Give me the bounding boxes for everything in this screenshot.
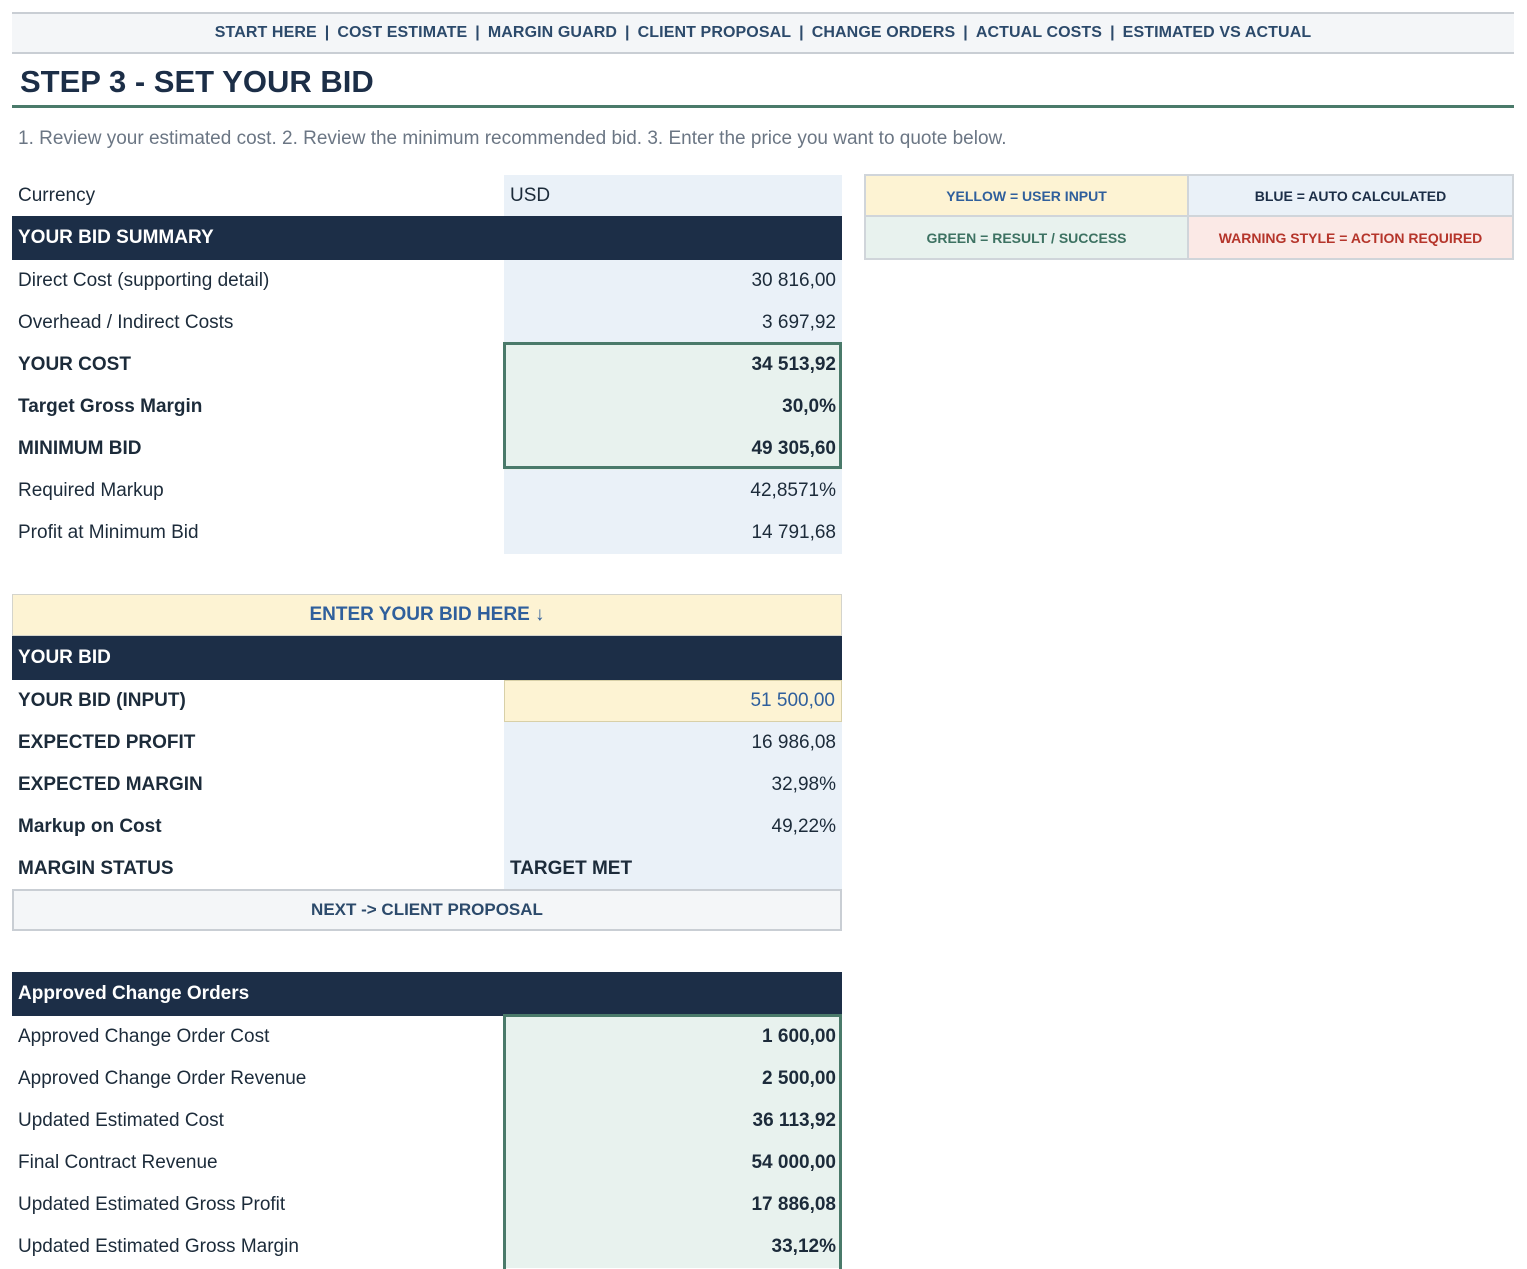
direct-cost-value[interactable]: 30 816,00: [504, 260, 842, 302]
margin-status-row: [12, 848, 842, 890]
nav-margin-guard[interactable]: MARGIN GUARD: [487, 24, 618, 41]
nav-estimated-vs-actual[interactable]: ESTIMATED VS ACTUAL: [1122, 24, 1312, 41]
co-cost-value[interactable]: 1 600,00: [504, 1016, 842, 1058]
final-revenue-label: Final Contract Revenue: [18, 1152, 218, 1173]
expected-profit-label: EXPECTED PROFIT: [18, 732, 196, 753]
updated-profit-value[interactable]: 17 886,08: [504, 1184, 842, 1226]
sheet-nav-bar: [12, 12, 1514, 54]
direct-cost-label: Direct Cost (supporting detail): [18, 270, 270, 291]
expected-margin-value[interactable]: 32,98%: [504, 764, 842, 806]
direct-cost-row: [12, 260, 842, 302]
legend-blue: BLUE = AUTO CALCULATED: [1189, 176, 1512, 217]
expected-margin-label: EXPECTED MARGIN: [18, 774, 203, 795]
bid-input-row: [12, 680, 842, 722]
nav-actual-costs[interactable]: ACTUAL COSTS: [975, 24, 1103, 41]
minimum-bid-row: [12, 428, 842, 470]
required-markup-label: Required Markup: [18, 480, 164, 501]
your-bid-header: YOUR BID: [12, 636, 842, 680]
bid-input-field[interactable]: 51 500,00: [504, 680, 842, 722]
nav-separator: |: [963, 24, 968, 41]
markup-on-cost-value[interactable]: 49,22%: [504, 806, 842, 848]
markup-on-cost-row: [12, 806, 842, 848]
co-cost-label: Approved Change Order Cost: [18, 1026, 270, 1047]
profit-min-bid-value[interactable]: 14 791,68: [504, 512, 842, 554]
margin-status-value[interactable]: TARGET MET: [504, 848, 842, 890]
bid-summary-header: YOUR BID SUMMARY: [12, 216, 842, 260]
final-revenue-row: [12, 1142, 842, 1184]
profit-min-bid-row: [12, 512, 842, 554]
nav-separator: |: [799, 24, 804, 41]
currency-value[interactable]: USD: [504, 175, 842, 217]
next-client-proposal-button[interactable]: NEXT -> CLIENT PROPOSAL: [12, 889, 842, 931]
change-orders-header: Approved Change Orders: [12, 972, 842, 1016]
currency-row: [12, 175, 842, 217]
nav-separator: |: [324, 24, 330, 41]
overhead-label: Overhead / Indirect Costs: [18, 312, 234, 333]
bid-input-label: YOUR BID (INPUT): [18, 690, 186, 711]
minimum-bid-label: MINIMUM BID: [18, 438, 142, 459]
legend-yellow: YELLOW = USER INPUT: [866, 176, 1189, 217]
currency-label: Currency: [18, 185, 96, 206]
required-markup-row: [12, 470, 842, 512]
instructions-text: 1. Review your estimated cost. 2. Review the minimum recommended bid. 3. Enter the price you want to quote below.: [18, 128, 1007, 149]
nav-start-here[interactable]: START HERE: [214, 24, 317, 41]
expected-profit-row: [12, 722, 842, 764]
page-title: STEP 3 - SET YOUR BID: [12, 60, 1514, 108]
expected-margin-row: [12, 764, 842, 806]
co-cost-row: [12, 1016, 842, 1058]
color-legend: [864, 174, 1514, 260]
updated-cost-label: Updated Estimated Cost: [18, 1110, 224, 1131]
margin-status-label: MARGIN STATUS: [18, 858, 174, 879]
your-cost-label: YOUR COST: [18, 354, 131, 375]
overhead-row: [12, 302, 842, 344]
updated-profit-label: Updated Estimated Gross Profit: [18, 1194, 286, 1215]
target-margin-label: Target Gross Margin: [18, 396, 203, 417]
nav-cost-estimate[interactable]: COST ESTIMATE: [337, 24, 468, 41]
target-margin-row: [12, 386, 842, 428]
nav-change-orders[interactable]: CHANGE ORDERS: [811, 24, 956, 41]
updated-cost-row: [12, 1100, 842, 1142]
overhead-value[interactable]: 3 697,92: [504, 302, 842, 344]
profit-min-bid-label: Profit at Minimum Bid: [18, 522, 199, 543]
enter-bid-banner: ENTER YOUR BID HERE ↓: [12, 594, 842, 636]
required-markup-value[interactable]: 42,8571%: [504, 470, 842, 512]
nav-separator: |: [475, 24, 480, 41]
target-margin-value[interactable]: 30,0%: [504, 386, 842, 428]
updated-cost-value[interactable]: 36 113,92: [504, 1100, 842, 1142]
nav-separator: |: [1110, 24, 1115, 41]
co-revenue-label: Approved Change Order Revenue: [18, 1068, 307, 1089]
legend-green: GREEN = RESULT / SUCCESS: [866, 217, 1189, 258]
markup-on-cost-label: Markup on Cost: [18, 816, 162, 837]
nav-separator: |: [625, 24, 630, 41]
co-revenue-value[interactable]: 2 500,00: [504, 1058, 842, 1100]
final-revenue-value[interactable]: 54 000,00: [504, 1142, 842, 1184]
your-cost-value[interactable]: 34 513,92: [504, 344, 842, 386]
updated-margin-label: Updated Estimated Gross Margin: [18, 1236, 299, 1257]
updated-margin-row: [12, 1226, 842, 1268]
legend-warning: WARNING STYLE = ACTION REQUIRED: [1189, 217, 1512, 258]
co-revenue-row: [12, 1058, 842, 1100]
your-cost-row: [12, 344, 842, 386]
nav-client-proposal[interactable]: CLIENT PROPOSAL: [637, 24, 792, 41]
updated-profit-row: [12, 1184, 842, 1226]
expected-profit-value[interactable]: 16 986,08: [504, 722, 842, 764]
minimum-bid-value[interactable]: 49 305,60: [504, 428, 842, 470]
updated-margin-value[interactable]: 33,12%: [504, 1226, 842, 1268]
